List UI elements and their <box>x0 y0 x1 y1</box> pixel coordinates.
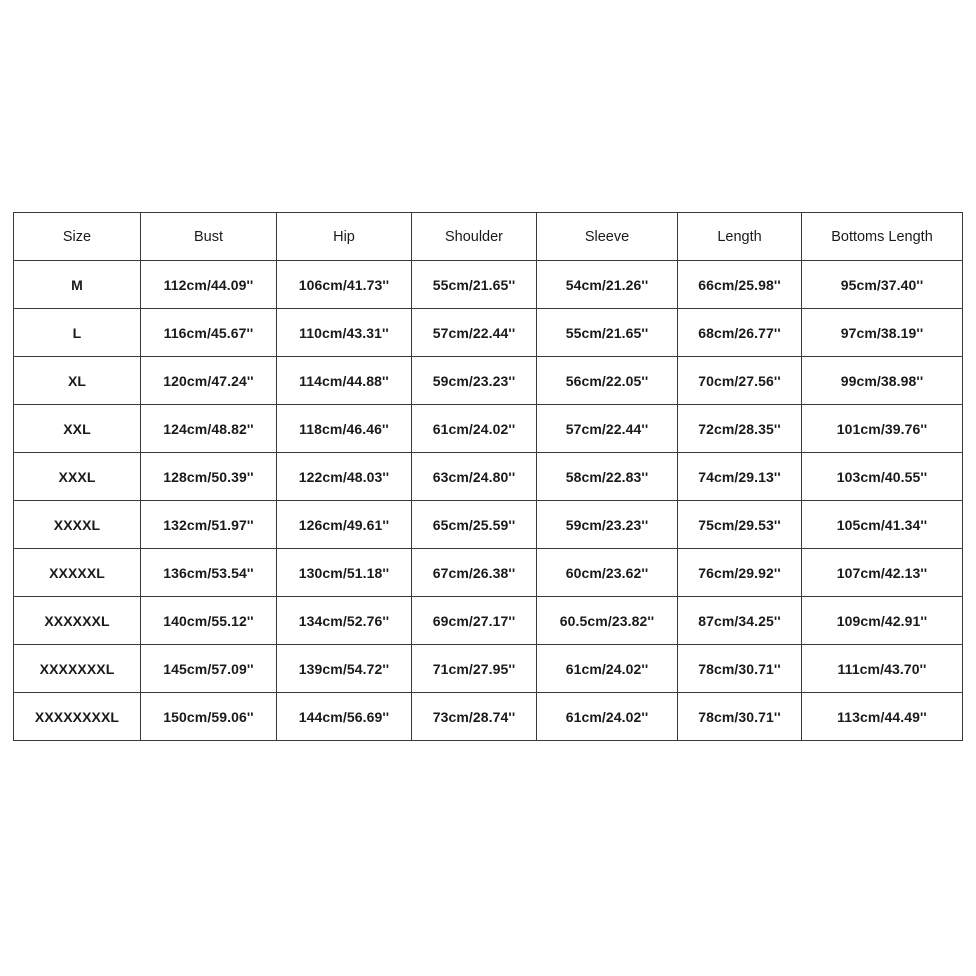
bust-cell: 136cm/53.54'' <box>141 549 277 597</box>
size-cell: XXXXXXXXL <box>14 693 141 741</box>
shoulder-cell: 57cm/22.44'' <box>412 309 537 357</box>
length-cell: 78cm/30.71'' <box>678 693 802 741</box>
hip-cell: 110cm/43.31'' <box>277 309 412 357</box>
length-cell: 72cm/28.35'' <box>678 405 802 453</box>
header-bust: Bust <box>141 213 277 261</box>
sleeve-cell: 58cm/22.83'' <box>537 453 678 501</box>
size-cell: XXXL <box>14 453 141 501</box>
table-row <box>14 453 963 501</box>
table-row <box>14 405 963 453</box>
table-row <box>14 645 963 693</box>
shoulder-cell: 69cm/27.17'' <box>412 597 537 645</box>
shoulder-cell: 63cm/24.80'' <box>412 453 537 501</box>
hip-cell: 106cm/41.73'' <box>277 261 412 309</box>
table-row <box>14 693 963 741</box>
sleeve-cell: 60cm/23.62'' <box>537 549 678 597</box>
size-cell: XXL <box>14 405 141 453</box>
bottoms-length-cell: 105cm/41.34'' <box>802 501 963 549</box>
length-cell: 78cm/30.71'' <box>678 645 802 693</box>
sleeve-cell: 57cm/22.44'' <box>537 405 678 453</box>
bottoms-length-cell: 111cm/43.70'' <box>802 645 963 693</box>
sleeve-cell: 54cm/21.26'' <box>537 261 678 309</box>
length-cell: 75cm/29.53'' <box>678 501 802 549</box>
sleeve-cell: 61cm/24.02'' <box>537 693 678 741</box>
header-row <box>14 213 963 261</box>
size-cell: XXXXL <box>14 501 141 549</box>
length-cell: 87cm/34.25'' <box>678 597 802 645</box>
bottoms-length-cell: 107cm/42.13'' <box>802 549 963 597</box>
sleeve-cell: 59cm/23.23'' <box>537 501 678 549</box>
header-length: Length <box>678 213 802 261</box>
size-cell: XXXXXL <box>14 549 141 597</box>
size-cell: L <box>14 309 141 357</box>
bottoms-length-cell: 101cm/39.76'' <box>802 405 963 453</box>
sleeve-cell: 56cm/22.05'' <box>537 357 678 405</box>
shoulder-cell: 61cm/24.02'' <box>412 405 537 453</box>
bust-cell: 128cm/50.39'' <box>141 453 277 501</box>
length-cell: 66cm/25.98'' <box>678 261 802 309</box>
bottoms-length-cell: 97cm/38.19'' <box>802 309 963 357</box>
shoulder-cell: 55cm/21.65'' <box>412 261 537 309</box>
length-cell: 70cm/27.56'' <box>678 357 802 405</box>
size-cell: XL <box>14 357 141 405</box>
header-shoulder: Shoulder <box>412 213 537 261</box>
table-row <box>14 549 963 597</box>
header-hip: Hip <box>277 213 412 261</box>
header-sleeve: Sleeve <box>537 213 678 261</box>
sleeve-cell: 55cm/21.65'' <box>537 309 678 357</box>
bust-cell: 112cm/44.09'' <box>141 261 277 309</box>
shoulder-cell: 65cm/25.59'' <box>412 501 537 549</box>
shoulder-cell: 67cm/26.38'' <box>412 549 537 597</box>
bottoms-length-cell: 109cm/42.91'' <box>802 597 963 645</box>
length-cell: 76cm/29.92'' <box>678 549 802 597</box>
bust-cell: 145cm/57.09'' <box>141 645 277 693</box>
hip-cell: 134cm/52.76'' <box>277 597 412 645</box>
bust-cell: 124cm/48.82'' <box>141 405 277 453</box>
bottoms-length-cell: 99cm/38.98'' <box>802 357 963 405</box>
hip-cell: 126cm/49.61'' <box>277 501 412 549</box>
sleeve-cell: 61cm/24.02'' <box>537 645 678 693</box>
size-cell: XXXXXXXL <box>14 645 141 693</box>
sleeve-cell: 60.5cm/23.82'' <box>537 597 678 645</box>
bust-cell: 132cm/51.97'' <box>141 501 277 549</box>
length-cell: 68cm/26.77'' <box>678 309 802 357</box>
bust-cell: 140cm/55.12'' <box>141 597 277 645</box>
size-cell: XXXXXXL <box>14 597 141 645</box>
shoulder-cell: 73cm/28.74'' <box>412 693 537 741</box>
bottoms-length-cell: 95cm/37.40'' <box>802 261 963 309</box>
hip-cell: 144cm/56.69'' <box>277 693 412 741</box>
size-chart-table <box>13 212 963 741</box>
size-cell: M <box>14 261 141 309</box>
header-size: Size <box>14 213 141 261</box>
bust-cell: 150cm/59.06'' <box>141 693 277 741</box>
bottoms-length-cell: 103cm/40.55'' <box>802 453 963 501</box>
bottoms-length-cell: 113cm/44.49'' <box>802 693 963 741</box>
length-cell: 74cm/29.13'' <box>678 453 802 501</box>
hip-cell: 122cm/48.03'' <box>277 453 412 501</box>
hip-cell: 114cm/44.88'' <box>277 357 412 405</box>
header-bottoms-length: Bottoms Length <box>802 213 963 261</box>
hip-cell: 130cm/51.18'' <box>277 549 412 597</box>
table-row <box>14 261 963 309</box>
shoulder-cell: 59cm/23.23'' <box>412 357 537 405</box>
bust-cell: 116cm/45.67'' <box>141 309 277 357</box>
table-row <box>14 309 963 357</box>
hip-cell: 139cm/54.72'' <box>277 645 412 693</box>
hip-cell: 118cm/46.46'' <box>277 405 412 453</box>
table-row <box>14 357 963 405</box>
bust-cell: 120cm/47.24'' <box>141 357 277 405</box>
table-row <box>14 501 963 549</box>
table-row <box>14 597 963 645</box>
shoulder-cell: 71cm/27.95'' <box>412 645 537 693</box>
